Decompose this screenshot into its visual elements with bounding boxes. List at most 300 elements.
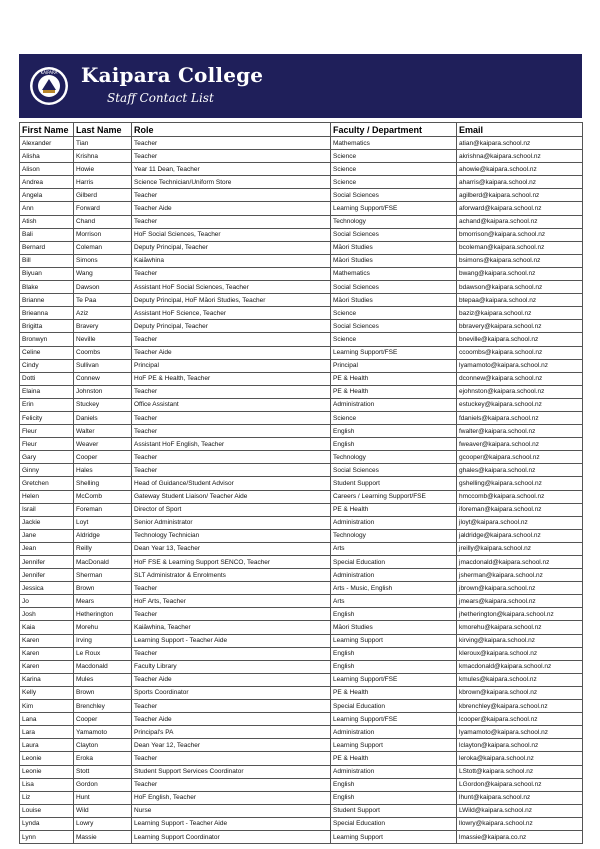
table-row [20,686,583,699]
faculty-cell: Learning Support [331,634,457,647]
table-row [20,490,583,503]
last-name-cell: Lowry [74,817,132,830]
table-row [20,346,583,359]
faculty-cell: Learning Support/FSE [331,673,457,686]
role-cell: Head of Guidance/Student Advisor [132,477,331,490]
last-name-cell: Brenchley [74,700,132,713]
faculty-cell: English [331,425,457,438]
role-cell: HoF FSE & Learning Support SENCO, Teacher [132,556,331,569]
last-name-cell: Hales [74,464,132,477]
faculty-cell: Mathematics [331,137,457,150]
email-cell[interactable]: akrishna@kaipara.school.nz [457,150,583,163]
table-row [20,228,583,241]
last-name-cell: Sullivan [74,359,132,372]
email-cell[interactable]: agilberd@kaipara.school.nz [457,189,583,202]
last-name-cell: Sherman [74,569,132,582]
role-cell: Nurse [132,804,331,817]
column-header-role: Role [132,123,331,137]
first-name-cell: Jackie [20,516,74,529]
role-cell: Senior Administrator [132,516,331,529]
email-cell[interactable]: lyamamoto@kaipara.school.nz [457,726,583,739]
last-name-cell: Foreman [74,503,132,516]
role-cell: Teacher Aide [132,202,331,215]
last-name-cell: Connew [74,372,132,385]
role-cell: Technology Technician [132,529,331,542]
email-cell[interactable]: ejohnston@kaipara.school.nz [457,385,583,398]
table-row [20,752,583,765]
email-cell[interactable]: LWild@kaipara.school.nz [457,804,583,817]
faculty-cell: Social Sciences [331,281,457,294]
table-row [20,726,583,739]
role-cell: Teacher [132,464,331,477]
role-cell: Learning Support - Teacher Aide [132,817,331,830]
last-name-cell: Bravery [74,320,132,333]
column-header-first-name: First Name [20,123,74,137]
first-name-cell: Dotti [20,372,74,385]
last-name-cell: Neville [74,333,132,346]
email-cell[interactable]: bbravery@kaipara.school.nz [457,320,583,333]
first-name-cell: Lana [20,713,74,726]
faculty-cell: Social Sciences [331,228,457,241]
role-cell: Teacher [132,778,331,791]
last-name-cell: Daniels [74,411,132,424]
email-cell[interactable]: aforward@kaipara.school.nz [457,202,583,215]
email-cell[interactable]: hmccomb@kaipara.school.nz [457,490,583,503]
first-name-cell: Jennifer [20,556,74,569]
email-cell[interactable]: lmassie@kaipara.co.nz [457,830,583,843]
first-name-cell: Cindy [20,359,74,372]
role-cell: Teacher [132,215,331,228]
table-row [20,215,583,228]
role-cell: Teacher Aide [132,713,331,726]
last-name-cell: Le Roux [74,647,132,660]
last-name-cell: Brown [74,686,132,699]
faculty-cell: Special Education [331,556,457,569]
first-name-cell: Louise [20,804,74,817]
table-row [20,556,583,569]
last-name-cell: Cooper [74,451,132,464]
faculty-cell: Māori Studies [331,621,457,634]
first-name-cell: Bali [20,228,74,241]
last-name-cell: Clayton [74,739,132,752]
email-cell[interactable]: lcooper@kaipara.school.nz [457,713,583,726]
first-name-cell: Lynda [20,817,74,830]
faculty-cell: Administration [331,726,457,739]
faculty-cell: English [331,647,457,660]
email-cell[interactable]: bmorrison@kaipara.school.nz [457,228,583,241]
faculty-cell: Learning Support/FSE [331,713,457,726]
role-cell: Teacher [132,608,331,621]
faculty-cell: Arts [331,595,457,608]
email-cell[interactable]: gcooper@kaipara.school.nz [457,451,583,464]
first-name-cell: Leonie [20,765,74,778]
faculty-cell: PE & Health [331,686,457,699]
last-name-cell: Brown [74,582,132,595]
email-cell[interactable]: gshelling@kaipara.school.nz [457,477,583,490]
role-cell: Principal [132,359,331,372]
faculty-cell: Science [331,150,457,163]
faculty-cell: Mathematics [331,267,457,280]
last-name-cell: Mules [74,673,132,686]
email-cell[interactable]: leroka@kaipara.school.nz [457,752,583,765]
last-name-cell: Loyt [74,516,132,529]
role-cell: Deputy Principal, HoF Māori Studies, Teacher [132,294,331,307]
last-name-cell: Reilly [74,542,132,555]
faculty-cell: Student Support [331,804,457,817]
last-name-cell: Aldridge [74,529,132,542]
email-cell[interactable]: jsherman@kaipara.school.nz [457,569,583,582]
table-row [20,372,583,385]
email-cell[interactable]: kmacdonald@kaipara.school.nz [457,660,583,673]
first-name-cell: Lisa [20,778,74,791]
role-cell: Office Assistant [132,398,331,411]
role-cell: Deputy Principal, Teacher [132,320,331,333]
last-name-cell: MacDonald [74,556,132,569]
last-name-cell: Hunt [74,791,132,804]
table-row [20,176,583,189]
first-name-cell: Jessica [20,582,74,595]
role-cell: Teacher [132,425,331,438]
first-name-cell: Karina [20,673,74,686]
email-cell[interactable]: kleroux@kaipara.school.nz [457,647,583,660]
email-cell[interactable]: bwang@kaipara.school.nz [457,267,583,280]
role-cell: Learning Support Coordinator [132,830,331,843]
faculty-cell: Māori Studies [331,294,457,307]
email-cell[interactable]: ghales@kaipara.school.nz [457,464,583,477]
faculty-cell: Māori Studies [331,254,457,267]
faculty-cell: English [331,778,457,791]
role-cell: Faculty Library [132,660,331,673]
faculty-cell: Special Education [331,817,457,830]
role-cell: Teacher [132,752,331,765]
first-name-cell: Brieanna [20,307,74,320]
last-name-cell: Wild [74,804,132,817]
faculty-cell: Learning Support [331,830,457,843]
first-name-cell: Jennifer [20,569,74,582]
faculty-cell: English [331,608,457,621]
role-cell: Assistant HoF Social Sciences, Teacher [132,281,331,294]
faculty-cell: PE & Health [331,385,457,398]
table-row [20,608,583,621]
first-name-cell: Brigitta [20,320,74,333]
email-cell[interactable]: bneville@kaipara.school.nz [457,333,583,346]
last-name-cell: Morehu [74,621,132,634]
first-name-cell: Elaina [20,385,74,398]
email-cell[interactable]: lclayton@kaipara.school.nz [457,739,583,752]
last-name-cell: Wang [74,267,132,280]
faculty-cell: Careers / Learning Support/FSE [331,490,457,503]
role-cell: Teacher [132,647,331,660]
header-banner [19,54,582,118]
first-name-cell: Lynn [20,830,74,843]
role-cell: Teacher [132,385,331,398]
last-name-cell: Tian [74,137,132,150]
faculty-cell: Social Sciences [331,189,457,202]
table-row [20,254,583,267]
table-row [20,595,583,608]
email-cell[interactable]: achand@kaipara.school.nz [457,215,583,228]
first-name-cell: Jean [20,542,74,555]
role-cell: Year 11 Dean, Teacher [132,163,331,176]
faculty-cell: Science [331,307,457,320]
table-row [20,438,583,451]
table-row [20,267,583,280]
table-row [20,516,583,529]
role-cell: Kaiāwhina [132,254,331,267]
email-cell[interactable]: fweaver@kaipara.school.nz [457,438,583,451]
role-cell: HoF Social Sciences, Teacher [132,228,331,241]
faculty-cell: Special Education [331,700,457,713]
email-cell[interactable]: dconnew@kaipara.school.nz [457,372,583,385]
email-cell[interactable]: jmears@kaipara.school.nz [457,595,583,608]
faculty-cell: Science [331,163,457,176]
table-row [20,529,583,542]
first-name-cell: Liz [20,791,74,804]
last-name-cell: Johnston [74,385,132,398]
table-row [20,464,583,477]
table-row [20,765,583,778]
role-cell: Teacher Aide [132,346,331,359]
document-subtitle: Staff Contact List [107,91,214,105]
email-cell[interactable]: llowry@kaipara.school.nz [457,817,583,830]
first-name-cell: Josh [20,608,74,621]
role-cell: Learning Support - Teacher Aide [132,634,331,647]
last-name-cell: Te Paa [74,294,132,307]
email-cell[interactable]: fwalter@kaipara.school.nz [457,425,583,438]
table-row [20,411,583,424]
email-cell[interactable]: kmorehu@kaipara.school.nz [457,621,583,634]
last-name-cell: Macdonald [74,660,132,673]
table-row [20,713,583,726]
role-cell: Teacher [132,333,331,346]
first-name-cell: Karen [20,660,74,673]
email-cell[interactable]: LGordon@kaipara.school.nz [457,778,583,791]
table-row [20,647,583,660]
table-row [20,804,583,817]
table-row [20,791,583,804]
column-header-faculty: Faculty / Department [331,123,457,137]
first-name-cell: Lara [20,726,74,739]
last-name-cell: Gilberd [74,189,132,202]
email-cell[interactable]: lhunt@kaipara.school.nz [457,791,583,804]
role-cell: HoF English, Teacher [132,791,331,804]
email-cell[interactable]: jloyt@kaipara.school.nz [457,516,583,529]
email-cell[interactable]: estuckey@kaipara.school.nz [457,398,583,411]
faculty-cell: Administration [331,765,457,778]
first-name-cell: Leonie [20,752,74,765]
column-header-last-name: Last Name [74,123,132,137]
first-name-cell: Bernard [20,241,74,254]
first-name-cell: Ann [20,202,74,215]
table-row [20,503,583,516]
last-name-cell: Walter [74,425,132,438]
email-cell[interactable]: ahowie@kaipara.school.nz [457,163,583,176]
last-name-cell: Gordon [74,778,132,791]
table-row [20,189,583,202]
faculty-cell: Science [331,411,457,424]
table-row [20,307,583,320]
last-name-cell: Chand [74,215,132,228]
table-row [20,281,583,294]
role-cell: Teacher Aide [132,673,331,686]
email-cell[interactable]: bsimons@kaipara.school.nz [457,254,583,267]
last-name-cell: Stott [74,765,132,778]
email-cell[interactable]: atian@kaipara.school.nz [457,137,583,150]
table-row [20,163,583,176]
faculty-cell: Social Sciences [331,320,457,333]
last-name-cell: Morrison [74,228,132,241]
faculty-cell: Science [331,176,457,189]
last-name-cell: Simons [74,254,132,267]
first-name-cell: Kim [20,700,74,713]
email-cell[interactable]: bdawson@kaipara.school.nz [457,281,583,294]
email-cell[interactable]: btepaa@kaipara.school.nz [457,294,583,307]
last-name-cell: Dawson [74,281,132,294]
faculty-cell: Administration [331,398,457,411]
last-name-cell: Eroka [74,752,132,765]
email-cell[interactable]: kbrown@kaipara.school.nz [457,686,583,699]
email-cell[interactable]: kbrenchley@kaipara.school.nz [457,700,583,713]
table-row [20,582,583,595]
faculty-cell: Social Sciences [331,464,457,477]
first-name-cell: Alison [20,163,74,176]
last-name-cell: Forward [74,202,132,215]
first-name-cell: Kaia [20,621,74,634]
table-row [20,385,583,398]
email-cell[interactable]: kmules@kaipara.school.nz [457,673,583,686]
email-cell[interactable]: LStott@kaipara.school.nz [457,765,583,778]
first-name-cell: Kelly [20,686,74,699]
email-cell[interactable]: kirving@kaipara.school.nz [457,634,583,647]
last-name-cell: Weaver [74,438,132,451]
table-row [20,660,583,673]
table-row [20,425,583,438]
table-row [20,398,583,411]
last-name-cell: Massie [74,830,132,843]
first-name-cell: Fleur [20,438,74,451]
table-row [20,542,583,555]
table-row [20,634,583,647]
table-row [20,477,583,490]
last-name-cell: Coleman [74,241,132,254]
faculty-cell: Technology [331,215,457,228]
first-name-cell: Angela [20,189,74,202]
email-cell[interactable]: jaldridge@kaipara.school.nz [457,529,583,542]
role-cell: Deputy Principal, Teacher [132,241,331,254]
first-name-cell: Gretchen [20,477,74,490]
faculty-cell: PE & Health [331,752,457,765]
staff-contact-table [19,122,583,844]
table-row [20,830,583,843]
last-name-cell: McComb [74,490,132,503]
faculty-cell: Administration [331,516,457,529]
role-cell: Assistant HoF Science, Teacher [132,307,331,320]
role-cell: Kaiāwhina, Teacher [132,621,331,634]
faculty-cell: Learning Support [331,739,457,752]
table-row [20,621,583,634]
email-cell[interactable]: baziz@kaipara.school.nz [457,307,583,320]
faculty-cell: Administration [331,569,457,582]
email-cell[interactable]: fdaniels@kaipara.school.nz [457,411,583,424]
table-header-row [20,123,583,137]
first-name-cell: Jo [20,595,74,608]
role-cell: Gateway Student Liaison/ Teacher Aide [132,490,331,503]
email-cell[interactable]: jreilly@kaipara.school.nz [457,542,583,555]
table-row [20,333,583,346]
last-name-cell: Shelling [74,477,132,490]
email-cell[interactable]: jbrown@kaipara.school.nz [457,582,583,595]
first-name-cell: Laura [20,739,74,752]
first-name-cell: Helen [20,490,74,503]
role-cell: Teacher [132,150,331,163]
college-name: Kaipara College [81,63,264,87]
table-row [20,359,583,372]
email-cell[interactable]: ccoombs@kaipara.school.nz [457,346,583,359]
faculty-cell: Learning Support/FSE [331,202,457,215]
table-row [20,817,583,830]
email-cell[interactable]: jmacdonald@kaipara.school.nz [457,556,583,569]
role-cell: Teacher [132,582,331,595]
first-name-cell: Biyuan [20,267,74,280]
role-cell: Dean Year 13, Teacher [132,542,331,555]
table-body [20,137,583,844]
table-row [20,673,583,686]
faculty-cell: English [331,438,457,451]
table-row [20,241,583,254]
table-row [20,739,583,752]
role-cell: Dean Year 12, Teacher [132,739,331,752]
first-name-cell: Erin [20,398,74,411]
first-name-cell: Celine [20,346,74,359]
first-name-cell: Jane [20,529,74,542]
table-row [20,700,583,713]
role-cell: Principal's PA [132,726,331,739]
last-name-cell: Stuckey [74,398,132,411]
first-name-cell: Bill [20,254,74,267]
role-cell: Teacher [132,411,331,424]
faculty-cell: Māori Studies [331,241,457,254]
email-cell[interactable]: bcoleman@kaipara.school.nz [457,241,583,254]
table-row [20,150,583,163]
table-row [20,294,583,307]
faculty-cell: Arts - Music, English [331,582,457,595]
faculty-cell: Technology [331,451,457,464]
role-cell: Teacher [132,189,331,202]
last-name-cell: Coombs [74,346,132,359]
first-name-cell: Bronwyn [20,333,74,346]
email-cell[interactable]: lyamamoto@kaipara.school.nz [457,359,583,372]
first-name-cell: Gary [20,451,74,464]
last-name-cell: Hetherington [74,608,132,621]
role-cell: Teacher [132,137,331,150]
table-row [20,778,583,791]
faculty-cell: English [331,660,457,673]
table-row [20,451,583,464]
first-name-cell: Israil [20,503,74,516]
email-cell[interactable]: jhetherington@kaipara.school.nz [457,608,583,621]
first-name-cell: Atish [20,215,74,228]
first-name-cell: Fleur [20,425,74,438]
role-cell: Teacher [132,451,331,464]
last-name-cell: Yamamoto [74,726,132,739]
last-name-cell: Irving [74,634,132,647]
last-name-cell: Mears [74,595,132,608]
role-cell: Teacher [132,700,331,713]
first-name-cell: Alexander [20,137,74,150]
role-cell: Assistant HoF English, Teacher [132,438,331,451]
email-cell[interactable]: aharris@kaipara.school.nz [457,176,583,189]
email-cell[interactable]: iforeman@kaipara.school.nz [457,503,583,516]
